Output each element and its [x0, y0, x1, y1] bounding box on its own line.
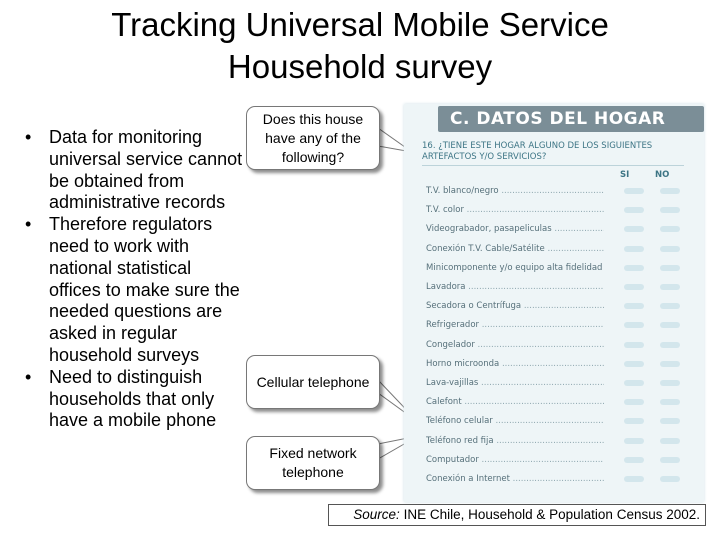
checkbox-si [624, 226, 644, 232]
checkbox-si [624, 246, 644, 252]
checkbox-si [624, 476, 644, 482]
form-row-label: Secadora o Centrífuga ..... [426, 299, 604, 313]
checkbox-si [624, 399, 644, 405]
checkbox-si [624, 188, 644, 194]
form-row-label: Minicomponente y/o equipo alta fidelidad ..... [426, 261, 604, 275]
source-label: Source: [353, 507, 400, 522]
form-row [424, 184, 694, 198]
form-row [424, 318, 694, 332]
checkbox-no [660, 438, 680, 444]
form-row [424, 203, 694, 217]
form-row-label: Congelador ..... [426, 338, 604, 352]
callout-cellular-text: Cellular telephone [256, 373, 370, 390]
checkbox-si [624, 380, 644, 386]
callout-fixed-text: Fixed network telephone [269, 445, 357, 480]
form-row-label: Lava-vajillas ..... [426, 376, 604, 390]
form-row [424, 338, 694, 352]
callout-question-text: Does this house have any of the following? [262, 110, 364, 165]
column-si-label: SI [620, 170, 630, 180]
checkbox-no [660, 476, 680, 482]
callout-question [246, 106, 380, 170]
form-row-label: Teléfono red fija ..... [426, 434, 604, 448]
checkbox-si [624, 303, 644, 309]
checkbox-no [660, 246, 680, 252]
checkbox-si [624, 438, 644, 444]
form-row-label: T.V. color ..... [426, 203, 604, 217]
form-row-label: Conexión a Internet ..... [426, 472, 604, 486]
bullet-item: • Therefore regulators need to work with national statistical offices to make sure the needed questions are asked in regular household surveys [22, 214, 247, 367]
bullet-item: • Need to distinguish households that only have a mobile phone [22, 367, 247, 432]
form-row-label: Lavadora ..... [426, 280, 604, 294]
checkbox-si [624, 265, 644, 271]
callout-cellular [246, 355, 380, 409]
checkbox-si [624, 342, 644, 348]
form-row [424, 299, 694, 313]
checkbox-no [660, 399, 680, 405]
form-row-label: Horno microonda ..... [426, 357, 604, 371]
checkbox-si [624, 361, 644, 367]
form-row-label: Calefont ..... [426, 395, 604, 409]
form-row-label: Computador ..... [426, 453, 604, 467]
form-row [424, 434, 694, 448]
source-citation [328, 504, 706, 526]
checkbox-no [660, 361, 680, 367]
form-row [424, 453, 694, 467]
form-row-label: Refrigerador ..... [426, 318, 604, 332]
form-row-label: T.V. blanco/negro ..... [426, 184, 604, 198]
census-form-image [404, 104, 704, 502]
checkbox-no [660, 380, 680, 386]
checkbox-no [660, 226, 680, 232]
column-no-label: NO [655, 170, 670, 180]
form-row [424, 242, 694, 256]
form-row [424, 472, 694, 486]
form-row [424, 357, 694, 371]
form-row [424, 395, 694, 409]
checkbox-no [660, 265, 680, 271]
form-header [438, 106, 704, 132]
form-row-label: Teléfono celular ..... [426, 414, 604, 428]
checkbox-no [660, 322, 680, 328]
title-line-1: Tracking Universal Mobile Service [111, 6, 609, 43]
checkbox-no [660, 284, 680, 290]
source-text: INE Chile, Household & Population Census 2002. [399, 507, 700, 522]
checkbox-no [660, 188, 680, 194]
form-question: 16. ¿TIENE ESTE HOGAR ALGUNO DE LOS SIGUIENTES ARTEFACTOS Y/O SERVICIOS? [422, 141, 684, 166]
form-row [424, 414, 694, 428]
checkbox-no [660, 207, 680, 213]
checkbox-si [624, 207, 644, 213]
form-row-label: Conexión T.V. Cable/Satélite ..... [426, 242, 604, 256]
checkbox-si [624, 418, 644, 424]
form-row [424, 261, 694, 275]
title-line-2: Household survey [227, 48, 493, 85]
checkbox-no [660, 342, 680, 348]
checkbox-no [660, 457, 680, 463]
form-row-label: Videograbador, pasapeliculas ..... [426, 222, 604, 236]
checkbox-si [624, 284, 644, 290]
form-header-text: C. DATOS DEL HOGAR [450, 109, 666, 129]
checkbox-si [624, 322, 644, 328]
form-row [424, 280, 694, 294]
bullet-item: • Data for monitoring universal service cannot be obtained from administrative records [22, 127, 247, 214]
form-row [424, 376, 694, 390]
form-row [424, 222, 694, 236]
callout-fixed [246, 436, 380, 490]
checkbox-no [660, 418, 680, 424]
checkbox-si [624, 457, 644, 463]
checkbox-no [660, 303, 680, 309]
